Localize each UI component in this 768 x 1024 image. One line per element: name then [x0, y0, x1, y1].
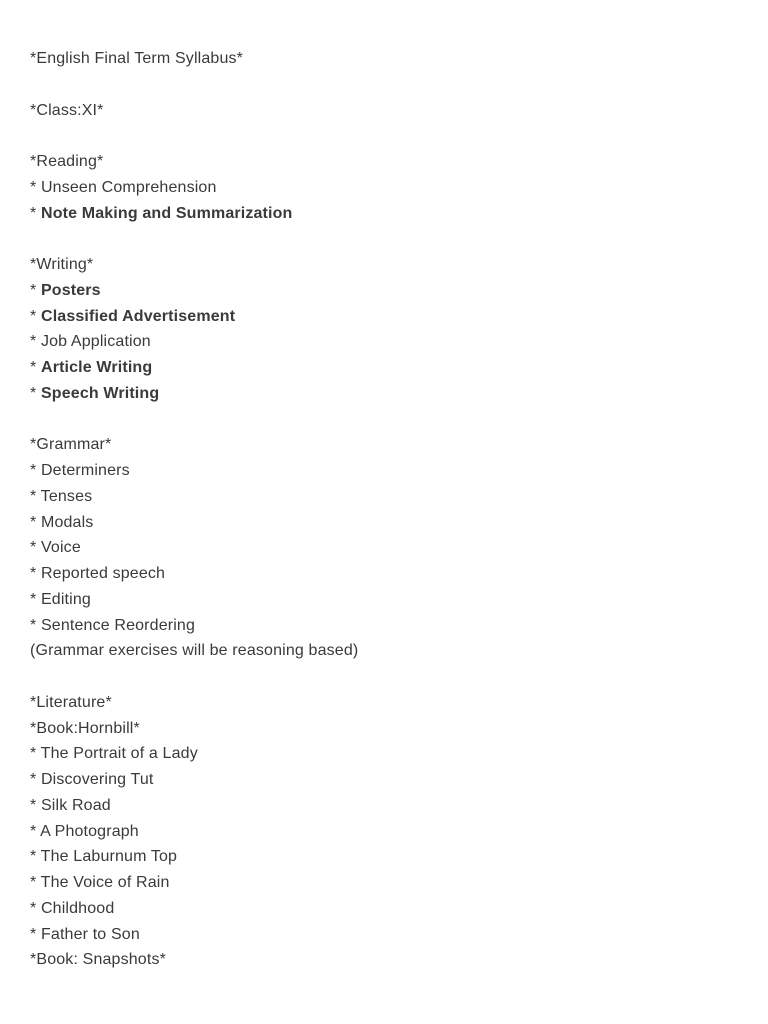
bullet-prefix: * [30, 281, 41, 299]
spacer [30, 664, 738, 690]
bullet-prefix: * [30, 359, 41, 376]
grammar-item: * Voice [30, 539, 81, 557]
grammar-item: * Sentence Reordering [30, 616, 196, 634]
grammar-item: * Determiners [30, 462, 130, 479]
literature-item: * A Photograph [30, 822, 139, 840]
writing-item-bold: Classified Advertisement [40, 307, 236, 325]
writing-item [30, 381, 738, 407]
book-snapshots: *Book: Snapshots* [30, 951, 166, 969]
bullet-prefix: * [30, 204, 41, 222]
writing-item [30, 304, 738, 330]
literature-item: * Silk Road [30, 796, 111, 814]
writing-item-bold: Posters [40, 281, 101, 299]
reading-heading: *Reading* [30, 153, 104, 170]
literature-item: * Childhood [30, 899, 115, 917]
spacer [30, 226, 738, 252]
spacer [30, 407, 738, 433]
writing-item [30, 278, 738, 304]
grammar-item: * Reported speech [30, 565, 166, 582]
grammar-item: * Editing [30, 590, 91, 608]
writing-item [30, 355, 738, 381]
reading-item: * Unseen Comprehension [30, 178, 217, 196]
literature-item: * Discovering Tut [30, 771, 154, 788]
literature-item: * The Portrait of a Lady [30, 745, 198, 763]
grammar-item: * Tenses [30, 487, 93, 505]
bullet-prefix: * [30, 307, 41, 325]
writing-heading: *Writing* [30, 256, 94, 273]
spacer [30, 123, 738, 149]
spacer [30, 72, 738, 98]
literature-item: * The Voice of Rain [30, 874, 170, 891]
writing-item-bold: Article Writing [40, 359, 153, 376]
grammar-item: * Modals [30, 513, 94, 531]
document-title: *English Final Term Syllabus* [30, 50, 244, 67]
reading-item-bold: Note Making and Summarization [40, 204, 293, 222]
reading-item [30, 201, 738, 227]
literature-item: * Father to Son [30, 925, 140, 943]
class-line: *Class:XI* [30, 101, 104, 119]
grammar-note: (Grammar exercises will be reasoning based) [30, 642, 359, 660]
book-hornbill: *Book:Hornbill* [30, 719, 140, 737]
literature-heading: *Literature* [30, 693, 112, 711]
writing-item-bold: Speech Writing [40, 384, 160, 402]
writing-item: * Job Application [30, 333, 151, 351]
grammar-heading: *Grammar* [30, 436, 112, 454]
bullet-prefix: * [30, 384, 41, 402]
literature-item: * The Laburnum Top [30, 848, 178, 866]
syllabus-document [30, 46, 738, 973]
